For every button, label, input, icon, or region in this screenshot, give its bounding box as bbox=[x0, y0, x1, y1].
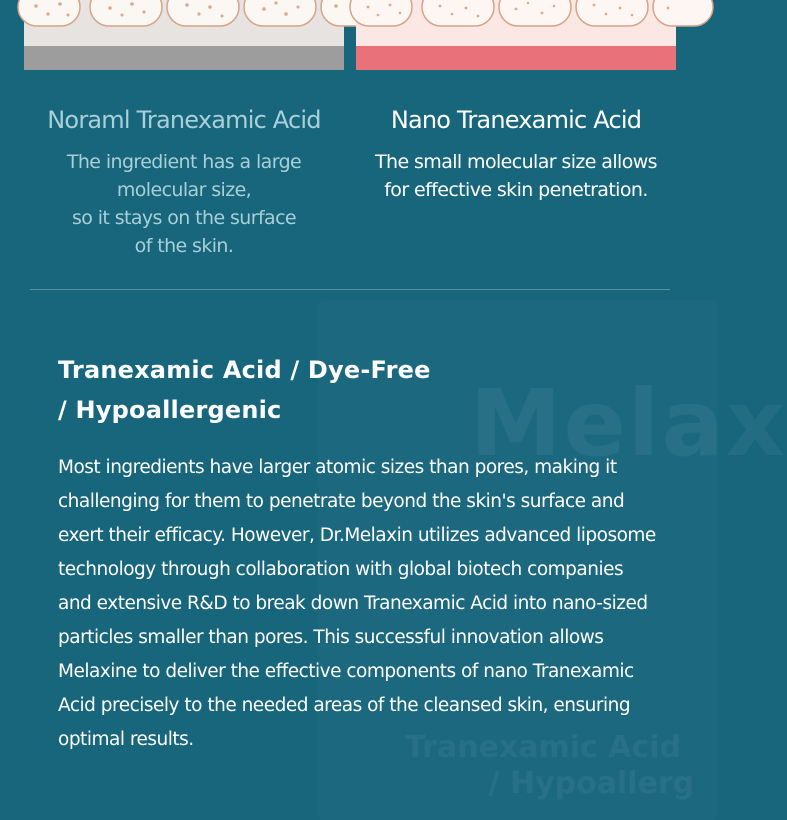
section-body-paragraph bbox=[58, 451, 698, 757]
paragraph-line: challenging for them to penetrate beyond the skin's surface and bbox=[58, 491, 625, 512]
description-line: The small molecular size allows bbox=[375, 151, 657, 173]
normal-acid-title: Noraml Tranexamic Acid bbox=[47, 106, 321, 134]
normal-acid-description bbox=[24, 148, 344, 260]
paragraph-line: particles smaller than pores. This successful innovation allows bbox=[58, 627, 604, 648]
section-divider bbox=[30, 289, 670, 290]
heading-line: / Hypoallergenic bbox=[58, 396, 282, 424]
nano-acid-skin-illustration bbox=[356, 0, 676, 70]
paragraph-line: Most ingredients have larger atomic sizes than pores, making it bbox=[58, 457, 617, 478]
paragraph-line: technology through collaboration with global biotech companies bbox=[58, 559, 624, 580]
section-heading bbox=[58, 350, 431, 430]
nano-acid-description bbox=[356, 148, 676, 204]
paragraph-line: exert their efficacy. However, Dr.Melaxin utilizes advanced liposome bbox=[58, 525, 656, 546]
paragraph-line: and extensive R&D to break down Tranexamic Acid into nano-sized bbox=[58, 593, 648, 614]
nano-acid-title: Nano Tranexamic Acid bbox=[390, 106, 642, 134]
normal-acid-column bbox=[24, 104, 344, 260]
molecule-cells-graphic bbox=[24, 0, 344, 46]
description-line: for effective skin penetration. bbox=[384, 179, 648, 201]
nano-acid-column bbox=[356, 104, 676, 204]
description-line: so it stays on the surface bbox=[71, 207, 297, 229]
background-watermark-caption: Tranexamic Acid / Hypoallerg bbox=[405, 730, 695, 801]
description-line: of the skin. bbox=[134, 235, 234, 257]
background-watermark-logo: Melax bbox=[470, 370, 787, 477]
description-line: The ingredient has a large bbox=[66, 151, 302, 173]
paragraph-line: Melaxine to deliver the effective components of nano Tranexamic bbox=[58, 661, 634, 682]
normal-skin-layer-bar bbox=[24, 46, 344, 70]
description-line: molecular size, bbox=[116, 179, 252, 201]
heading-line: Tranexamic Acid / Dye-Free bbox=[58, 356, 431, 384]
molecule-cells-graphic bbox=[356, 0, 676, 46]
paragraph-line: Acid precisely to the needed areas of the cleansed skin, ensuring bbox=[58, 695, 631, 716]
nano-skin-layer-bar bbox=[356, 46, 676, 70]
paragraph-line: optimal results. bbox=[58, 729, 194, 750]
normal-acid-skin-illustration bbox=[24, 0, 344, 70]
